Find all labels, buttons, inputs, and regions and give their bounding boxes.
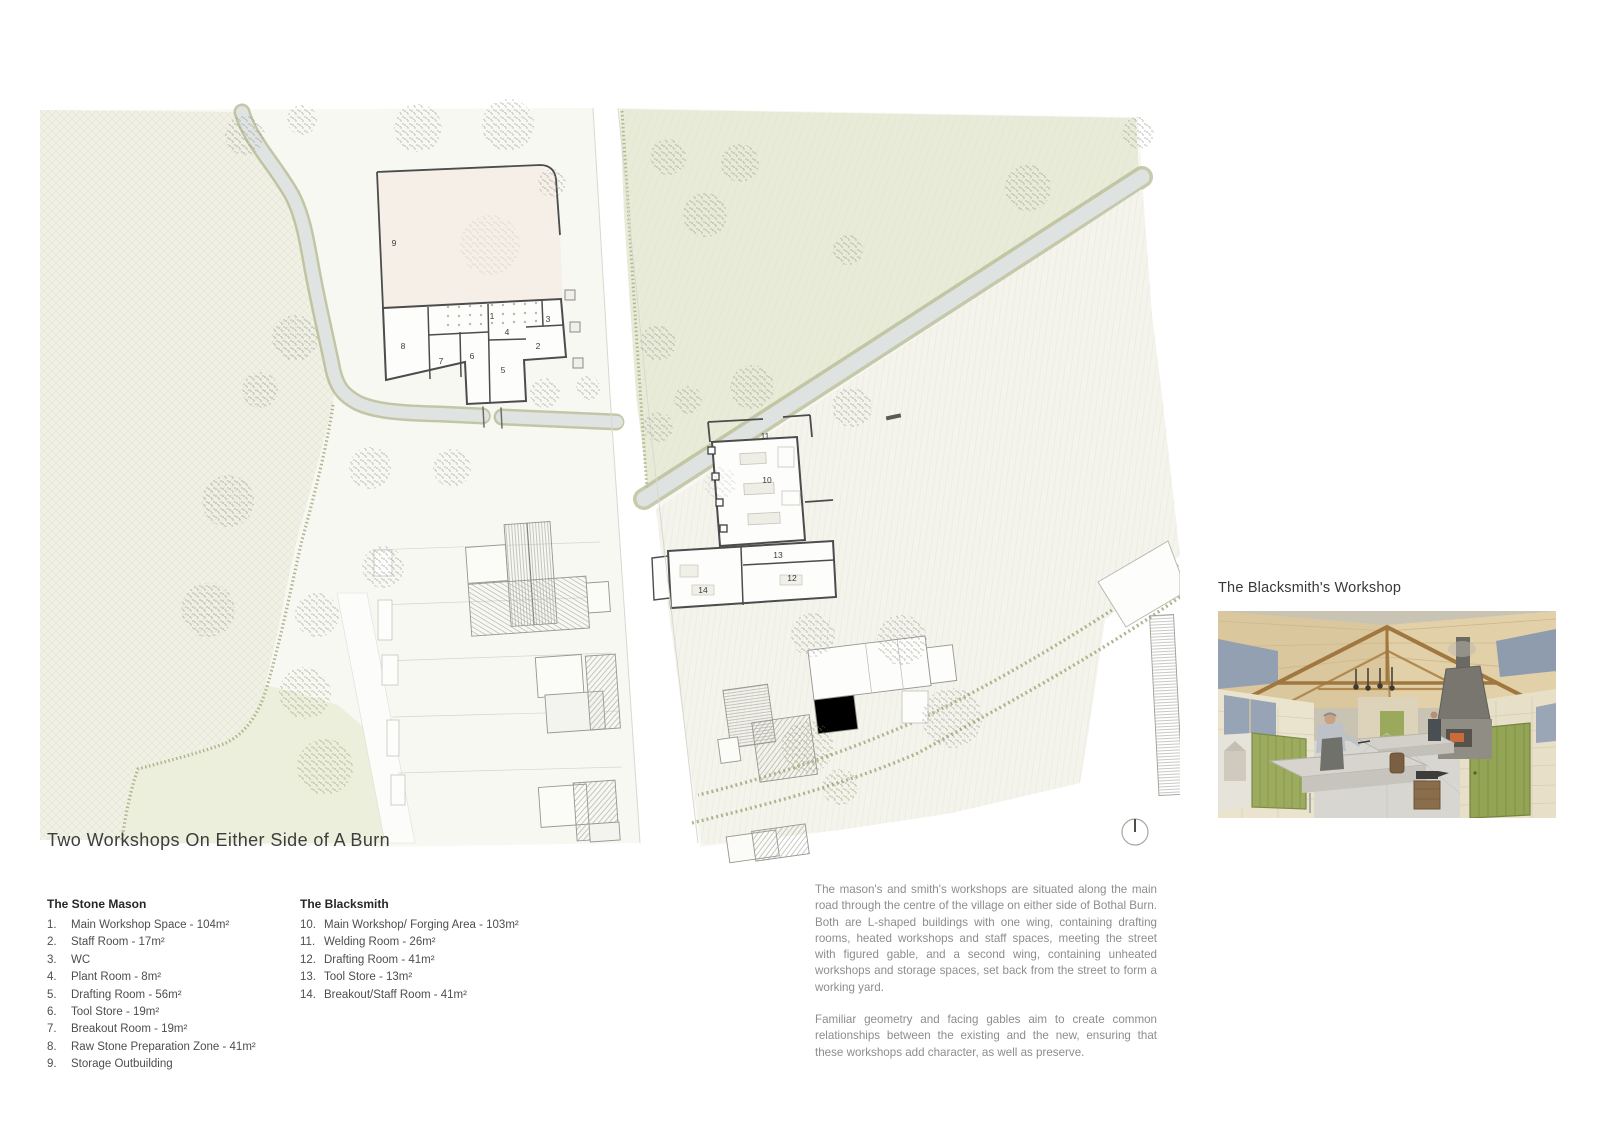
north-arrow	[1122, 819, 1148, 845]
window-right	[1536, 703, 1556, 743]
room-number-12: 12	[787, 573, 797, 583]
legend-item: 3. WC	[47, 953, 91, 966]
legend-item: 8. Raw Stone Preparation Zone - 41m²	[47, 1040, 256, 1053]
building-right-margin	[1150, 614, 1180, 795]
room-number-13: 13	[773, 550, 783, 560]
blacksmith-workshop-render	[1218, 611, 1556, 818]
legend-blacksmith	[300, 897, 558, 1004]
room-number-6: 6	[469, 351, 475, 361]
description-text	[815, 882, 1157, 1077]
legend-item: 2. Staff Room - 17m²	[47, 936, 165, 949]
legend-item: 12. Drafting Room - 41m²	[300, 953, 435, 966]
legend-item: 11. Welding Room - 26m²	[300, 936, 436, 949]
room-number-10: 10	[762, 475, 772, 485]
room-number-11: 11	[760, 431, 770, 441]
page-title: Two Workshops On Either Side of A Burn	[47, 830, 391, 850]
legend-item: 1. Main Workshop Space - 104m²	[47, 919, 230, 931]
room-number-2: 2	[535, 341, 541, 351]
room-number-4: 4	[504, 327, 510, 337]
room-number-7: 7	[438, 356, 444, 366]
room-number-9: 9	[391, 238, 397, 248]
legend-stone-mason	[47, 897, 305, 1074]
legend-item: 6. Tool Store - 19m²	[47, 1006, 160, 1019]
room-number-3: 3	[545, 314, 551, 324]
site-plan	[40, 95, 1180, 865]
legend-stone-mason-title: The Stone Mason	[47, 897, 147, 911]
room-number-8: 8	[400, 341, 406, 351]
room-number-14: 14	[698, 585, 708, 595]
legend-item: 7. Breakout Room - 19m²	[47, 1023, 188, 1036]
legend-item: 13. Tool Store - 13m²	[300, 971, 413, 984]
legend-item: 10. Main Workshop/ Forging Area - 103m²	[300, 919, 519, 931]
description-paragraph-2: Familiar geometry and facing gables aim to create common relationships between the existing and the new, ensuring that these workshops add character, as well as preserve.	[815, 1013, 1157, 1059]
room-number-5: 5	[500, 365, 506, 375]
legend-item: 14. Breakout/Staff Room - 41m²	[300, 988, 467, 1001]
photo-caption: The Blacksmith's Workshop	[1218, 580, 1402, 596]
legend-blacksmith-title: The Blacksmith	[300, 897, 389, 911]
legend-item: 5. Drafting Room - 56m²	[47, 988, 182, 1001]
legend-item: 4. Plant Room - 8m²	[47, 971, 162, 984]
legend-item: 9. Storage Outbuilding	[47, 1058, 173, 1071]
description-paragraph-1: The mason's and smith's workshops are situated along the main road through the centre of the village on either side of Bothal Burn. Both are L-shaped buildings with one wing, containing drafting rooms, heated workshops and staff spaces, meeting the street with figured gable, and a second wing, containing unheated workshops and storage spaces, set back from the street to form a working yard.	[815, 883, 1157, 994]
room-number-1: 1	[489, 311, 495, 321]
barrel	[1390, 753, 1404, 773]
plan-left-half	[40, 108, 640, 847]
